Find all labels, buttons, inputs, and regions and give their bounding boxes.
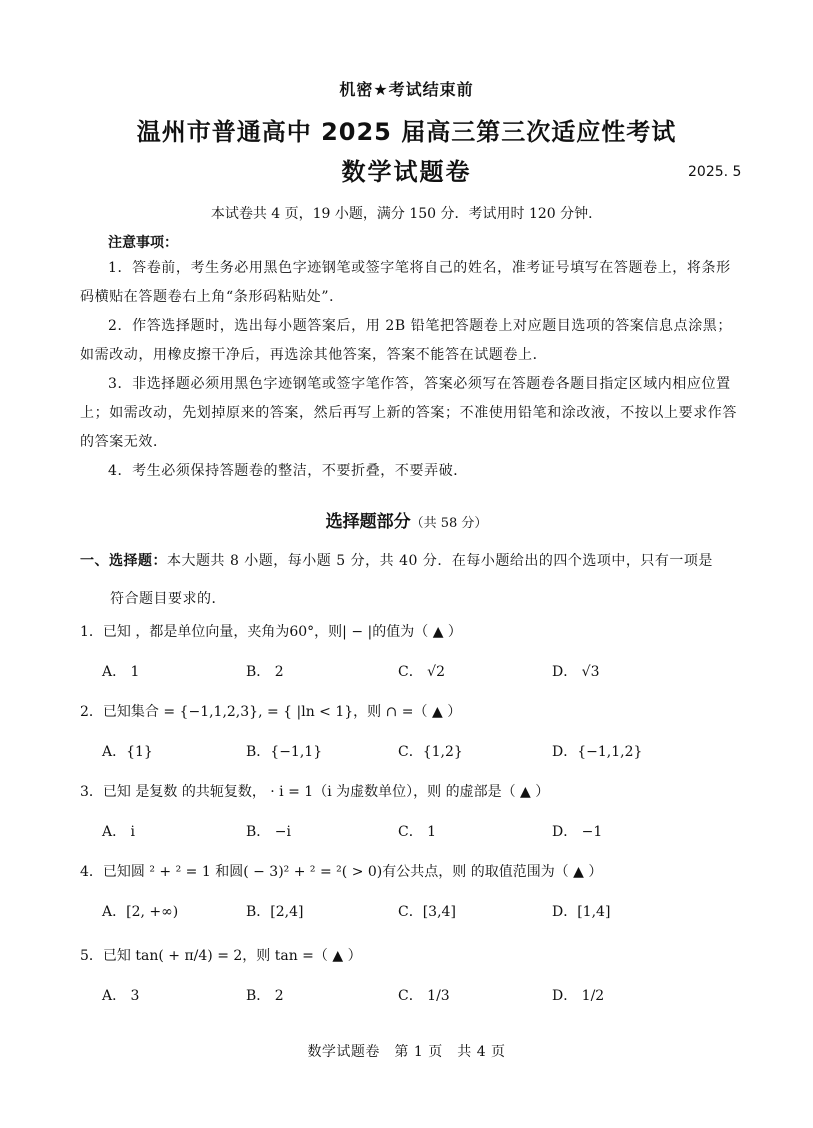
option-d: D． √3 [552, 664, 600, 680]
option-a: A． i [102, 824, 136, 840]
secret-label: 机密★考试结束前 [339, 80, 474, 99]
question-3 [80, 780, 740, 844]
question-4 [80, 860, 740, 924]
question-stem [80, 620, 740, 644]
part-intro [80, 542, 740, 618]
question-options [80, 900, 740, 924]
paper-date: 2025. 5 [688, 164, 742, 180]
notice-item: 3．非选择题必须用黑色字迹钢笔或签字笔作答，答案必须写在答题卷各题目指定区域内相应位置上；如需改动，先划掉原来的答案，然后再写上新的答案；不准使用铅笔和涂改液，不按以上要求作答的答案无效． [80, 376, 737, 450]
option-c: C． √2 [398, 664, 445, 680]
question-number: 1． [80, 624, 103, 640]
notice-item: 1．答卷前，考生务必用黑色字迹钢笔或签字笔将自己的姓名，准考证号填写在答题卷上，将条形码横贴在答题卷右上角“条形码粘贴处”． [80, 260, 731, 305]
option-c: C． 1/3 [398, 988, 450, 1004]
question-stem [80, 700, 740, 724]
option-a: A．[2, +∞) [102, 904, 179, 920]
question-stem [80, 860, 740, 884]
option-d: D． −1 [552, 824, 603, 840]
question-number: 3． [80, 784, 103, 800]
question-options [80, 984, 740, 1008]
notice-item: 4．考生必须保持答题卷的整洁，不要折叠，不要弄破． [108, 463, 468, 479]
option-b: B．[2,4] [246, 904, 304, 920]
option-b: B．{−1,1} [246, 744, 323, 760]
option-c: C． 1 [398, 824, 437, 840]
part-label: 一、选择题： [80, 553, 167, 569]
section-title [0, 507, 813, 532]
question-number: 5． [80, 948, 103, 964]
option-b: B． −i [246, 824, 291, 840]
option-b: B． 2 [246, 664, 284, 680]
question-stem [80, 944, 740, 968]
part-text-line2: 符合题目要求的． [110, 591, 226, 607]
notice-list [80, 254, 740, 486]
option-c: C．[3,4] [398, 904, 456, 920]
exam-title: 温州市普通高中 2025 届高三第三次适应性考试 [136, 118, 677, 146]
part-intro-line1 [80, 542, 740, 580]
question-text: 已知圆 ² + ² = 1 和圆( − 3)² + ² = ²( > 0)有公共点，则 的取值范围为（ ▲ ） [102, 864, 603, 880]
option-d: D． 1/2 [552, 988, 605, 1004]
option-b: B． 2 [246, 988, 284, 1004]
exam-summary: 本试卷共 4 页，19 小题，满分 150 分．考试用时 120 分钟． [210, 206, 603, 222]
paper-title: 数学试题卷 [341, 158, 472, 186]
option-d: D．[1,4] [552, 904, 611, 920]
option-a: A．{1} [102, 744, 153, 760]
option-a: A． 1 [102, 664, 140, 680]
question-number: 2． [80, 704, 103, 720]
question-stem [80, 780, 740, 804]
option-d: D．{−1,1,2} [552, 744, 643, 760]
part-text-line1: 本大题共 8 小题，每小题 5 分，共 40 分．在每小题给出的四个选项中，只有一项是 [167, 553, 713, 569]
question-text: 已知 ，都是单位向量，夹角为60°，则| − |的值为（ ▲ ） [102, 624, 462, 640]
question-number: 4． [80, 864, 103, 880]
option-a: A． 3 [102, 988, 140, 1004]
page-footer: 数学试题卷 第 1 页 共 4 页 [307, 1044, 506, 1060]
question-2 [80, 700, 740, 764]
section-score: （共 58 分） [410, 516, 488, 531]
notice-heading: 注意事项： [108, 235, 178, 251]
question-options [80, 820, 740, 844]
question-text: 已知 tan( + π/4) = 2，则 tan =（ ▲ ） [102, 948, 362, 964]
option-c: C．{1,2} [398, 744, 463, 760]
question-text: 已知集合 = {−1,1,2,3}, = { |ln < 1}，则 ∩ =（ ▲ ） [102, 704, 462, 720]
notice-item: 2．作答选择题时，选出每小题答案后，用 2B 铅笔把答题卷上对应题目选项的答案信息点涂黑；如需改动，用橡皮擦干净后，再选涂其他答案，答案不能答在试题卷上． [80, 318, 733, 363]
question-5 [80, 944, 740, 1008]
question-options [80, 660, 740, 684]
question-options [80, 740, 740, 764]
question-text: 已知 是复数 的共轭复数， · i = 1（i 为虚数单位），则 的虚部是（ ▲ ） [102, 784, 550, 800]
section-title-text: 选择题部分 [325, 512, 411, 532]
question-1 [80, 620, 740, 684]
